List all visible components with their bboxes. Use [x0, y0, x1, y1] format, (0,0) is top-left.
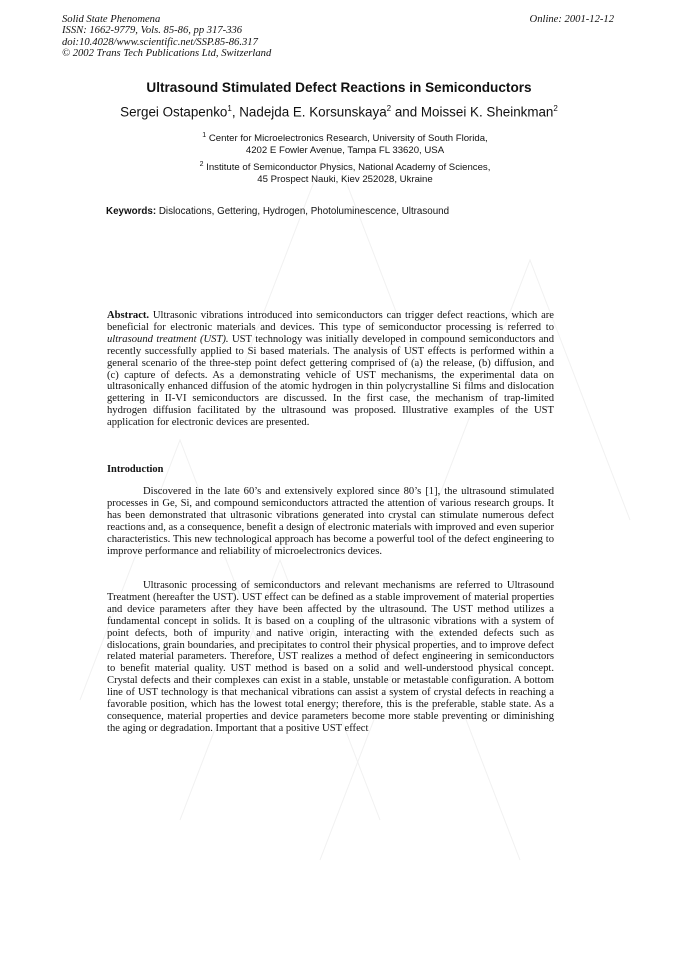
paper-title: Ultrasound Stimulated Defect Reactions in Semiconductors	[146, 80, 532, 95]
online-date: Online: 2001-12-12	[529, 14, 614, 25]
keywords-text: Dislocations, Gettering, Hydrogen, Photoluminescence, Ultrasound	[158, 206, 450, 217]
author-separator: and	[391, 104, 421, 120]
affiliation-line: 4202 E Fowler Avenue, Tampa FL 33620, USA	[245, 145, 445, 157]
abstract-label: Abstract.	[107, 310, 150, 321]
copyright-line: © 2002 Trans Tech Publications Ltd, Switzerland	[62, 48, 272, 60]
body-paragraph: Ultrasonic processing of semiconductors and relevant mechanisms are referred to Ultrasound Treatment (hereafter the UST). UST effect can be defined as a stable improvement of material properties and device parameters after they have been affected by the ultrasound. The UST method utilizes a fundamental concept in solids. It is based on a coupling of the ultrasonic vibrations with a system of point defects, both of impurity and native origin, interacting with the extended defects such as dislocations, grain boundaries, and precipitates to control their physical properties, and to improve defect related material parameters. Therefore, UST realizes a method of defect engineering in semiconductors to benefit material quality. UST method is based on a solid and well-understood physical concept. Crystal defects and their complexes can exist in a stable, unstable or metastable configuration. A bottom line of UST technology is that mechanical vibrations can assist a system of crystal defects in reaching a favorable position, which has the lowest total energy; therefore, this is the preferable, stable state. As a consequence, material properties and device parameters become more stable preventing or diminishing the aging or degradation. Important that a positive UST effect	[107, 580, 554, 734]
affiliation-line: 45 Prospect Nauki, Kiev 252028, Ukraine	[257, 174, 433, 186]
author-separator: ,	[231, 104, 240, 120]
section-heading-introduction: Introduction	[107, 464, 164, 475]
author-affiliation-mark: 1	[227, 104, 232, 113]
abstract-text: UST technology was initially developed in compound semiconductors and recently successfully applied to Si based materials. The analysis of UST effects is performed within a general scenario of the three-step point defect gettering comprised of (a) the release, (b) diffusion, and (c) capture of defects. As a demonstrating vehicle of UST mechanisms, the experimental data on ultrasonically enhanced diffusion of the atomic hydrogen in thin polycrystalline Si films and dislocation gettering in II-VI semiconductors are discussed. In the first case, the mechanism of trap-limited hydrogen diffusion facilitated by the ultrasound was proposed. Illustrative examples of the UST application for electronic devices are presented.	[107, 333, 555, 429]
affiliation-line: Center for Microelectronics Research, University of South Florida,	[208, 133, 488, 145]
author-name: Nadejda E. Korsunskaya	[239, 104, 387, 120]
journal-header	[62, 14, 618, 60]
body-paragraph: Discovered in the late 60’s and extensively explored since 80’s [1], the ultrasound stimulated processes in Ge, Si, and compound semiconductors attracted the attention of various research groups. It has been demonstrated that ultrasonic vibrations generated into crystal can stimulate numerous defect reactions and, as a consequence, benefit a design of electronic materials with improved and even superior characteristics. This new technological approach has become a powerful tool of the defect engineering to improve performance and reliability of microelectronics devices.	[107, 486, 554, 557]
author-list	[0, 104, 678, 119]
affiliation-mark: 2	[199, 161, 204, 168]
affiliation-mark: 1	[202, 132, 207, 139]
abstract-emphasis: ultrasound treatment (UST).	[107, 333, 229, 345]
keywords	[106, 206, 626, 217]
author-affiliation-mark: 2	[553, 104, 558, 113]
author-name: Sergei Ostapenko	[120, 104, 228, 120]
affiliation-line: Institute of Semiconductor Physics, National Academy of Sciences,	[206, 162, 491, 174]
doi-line[interactable]: doi:10.4028/www.scientific.net/SSP.85-86.317	[62, 36, 258, 48]
affiliation	[6, 130, 678, 157]
journal-name: Solid State Phenomena	[62, 14, 161, 25]
abstract-text: Ultrasonic vibrations introduced into semiconductors can trigger defect reactions, which are beneficial for electronic materials and devices. This type of semiconductor processing is referred to	[107, 310, 554, 333]
author-name: Moissei K. Sheinkman	[420, 104, 554, 120]
issn-line: ISSN: 1662-9779, Vols. 85-86, pp 317-336	[62, 25, 243, 37]
author-affiliation-mark: 2	[386, 104, 392, 113]
affiliation	[6, 159, 678, 186]
keywords-label: Keywords:	[106, 206, 157, 217]
abstract	[107, 310, 554, 429]
